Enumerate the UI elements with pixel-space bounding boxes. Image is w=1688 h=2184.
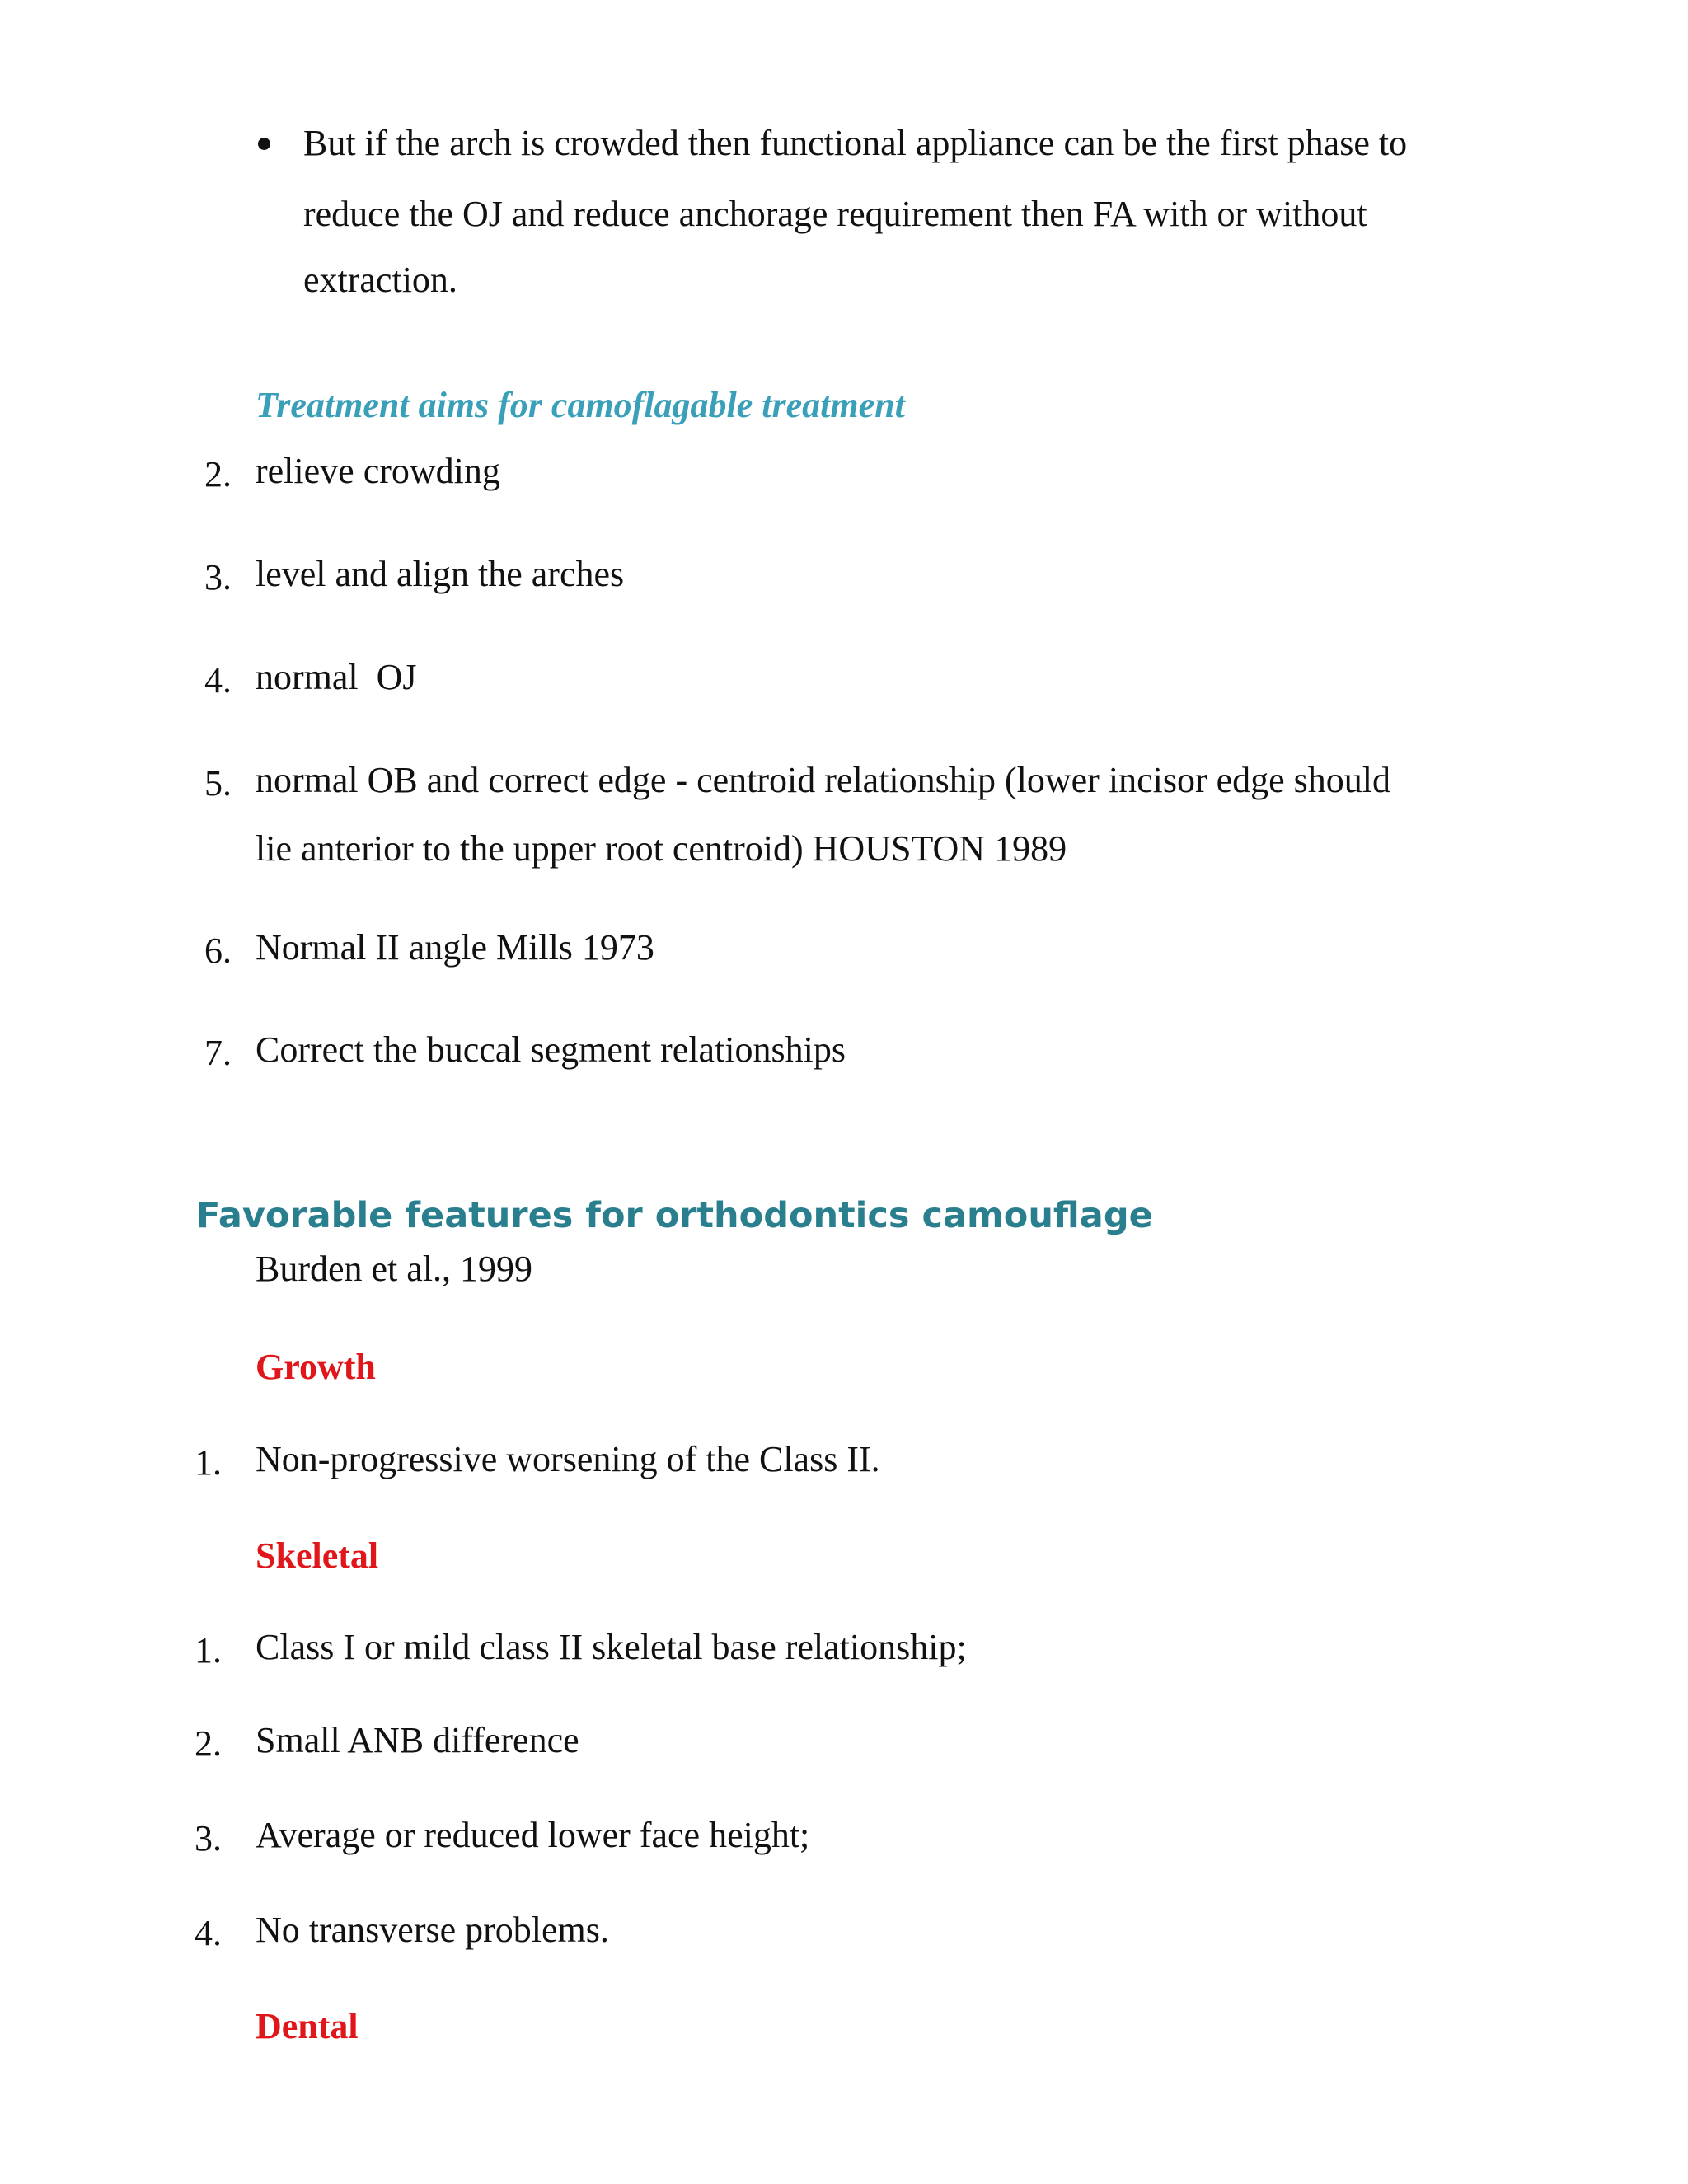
skeletal-text-1: Class I or mild class II skeletal base relationship;	[256, 1627, 967, 1667]
aim-text-3: level and align the arches	[256, 554, 625, 594]
favorable-features-heading: Favorable features for orthodontics camouflage	[196, 1195, 1153, 1236]
growth-number-1: 1.	[195, 1442, 222, 1483]
aim-text-2: relieve crowding	[256, 451, 500, 491]
aim-text-6: Normal II angle Mills 1973	[256, 927, 654, 968]
aim-number-4: 4.	[204, 660, 232, 701]
bullet-line-3: extraction.	[303, 260, 457, 300]
skeletal-text-4: No transverse problems.	[256, 1910, 609, 1950]
aim-number-7: 7.	[204, 1033, 232, 1073]
dental-heading: Dental	[256, 2006, 359, 2046]
aim-text-4: normal OJ	[256, 657, 417, 697]
aim-text-7: Correct the buccal segment relationships	[256, 1029, 846, 1070]
treatment-aims-heading: Treatment aims for camoflagable treatment	[256, 385, 905, 425]
aim-number-6: 6.	[204, 930, 232, 971]
skeletal-heading: Skeletal	[256, 1535, 379, 1576]
citation: Burden et al., 1999	[256, 1249, 533, 1289]
growth-heading: Growth	[256, 1347, 376, 1387]
skeletal-number-4: 4.	[195, 1913, 222, 1953]
skeletal-number-1: 1.	[195, 1630, 222, 1671]
bullet-line-1: But if the arch is crowded then functional appliance can be the first phase to	[303, 123, 1408, 163]
bullet-line-2: reduce the OJ and reduce anchorage requirement then FA with or without	[303, 194, 1367, 234]
growth-text-1: Non-progressive worsening of the Class II.	[256, 1439, 880, 1479]
bullet-dot-icon	[258, 138, 270, 150]
skeletal-number-3: 3.	[195, 1818, 222, 1858]
aim-number-3: 3.	[204, 557, 232, 598]
aim-text-5-line-2: lie anterior to the upper root centroid) HOUSTON 1989	[256, 828, 1067, 869]
aim-number-5: 5.	[204, 763, 232, 804]
skeletal-text-2: Small ANB difference	[256, 1720, 579, 1760]
aim-number-2: 2.	[204, 454, 232, 494]
aim-text-5-line-1: normal OB and correct edge - centroid relationship (lower incisor edge should	[256, 760, 1390, 800]
skeletal-number-2: 2.	[195, 1723, 222, 1764]
skeletal-text-3: Average or reduced lower face height;	[256, 1815, 810, 1855]
